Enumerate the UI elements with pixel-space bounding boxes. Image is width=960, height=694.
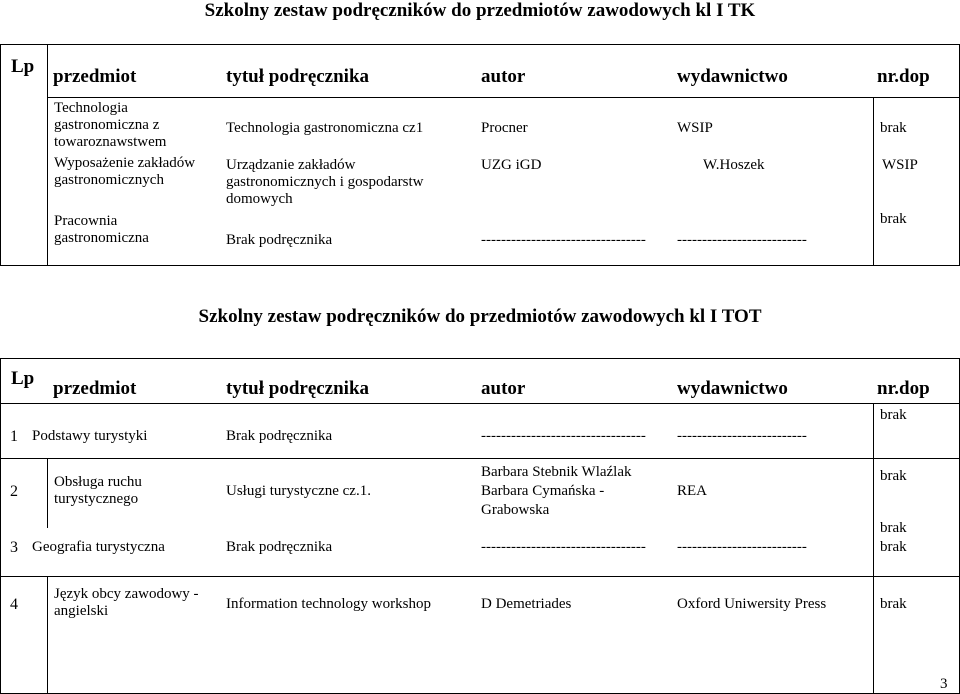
section2-row3-divider — [0, 576, 960, 577]
section1-title: Szkolny zestaw podręczników do przedmiotów zawodowych kl I TK — [204, 0, 756, 21]
section2-header-nr: nr.dop — [877, 378, 930, 399]
section2-header-tytul: tytuł podręcznika — [226, 378, 370, 399]
section1-row1-wydawnictwo: WSIP — [677, 120, 713, 136]
page-number: 3 — [940, 676, 948, 692]
section1-row1-nr: brak — [880, 120, 907, 136]
section1-header-autor: autor — [481, 66, 526, 87]
section1-header-przedmiot: przedmiot — [53, 66, 137, 87]
section2-row2-lp: 2 — [10, 483, 18, 500]
section1-row3-autor: --------------------------------- — [481, 232, 646, 248]
section2-row4-wydawnictwo: Oxford Uniwersity Press — [677, 596, 827, 612]
section2-row1-przedmiot: Podstawy turystyki — [32, 428, 148, 444]
section2-row3-lp: 3 — [10, 539, 18, 556]
section2-row4-lp: 4 — [10, 596, 18, 613]
section1-row2-przedmiot: Wyposażenie zakładów gastronomicznych — [54, 155, 196, 188]
section2-nr-divider — [873, 403, 874, 694]
section2-row1-tytul: Brak podręcznika — [226, 428, 333, 444]
section2-header-autor: autor — [481, 378, 526, 399]
section2-header-divider — [0, 403, 960, 404]
section2-header-przedmiot: przedmiot — [53, 378, 137, 399]
section1-row3-nr: brak — [880, 211, 907, 227]
section1-row3-tytul: Brak podręcznika — [226, 232, 333, 248]
section1-lp-divider — [47, 44, 48, 266]
section1-header-lp: Lp — [11, 56, 35, 77]
section2-row2-nr: brak — [880, 468, 907, 484]
section2-row3-wydawnictwo: -------------------------- — [677, 539, 807, 555]
section1-header-tytul: tytuł podręcznika — [226, 66, 370, 87]
section2-row2-autor-line3: Grabowska — [481, 502, 550, 518]
section2-row2-tytul: Usługi turystyczne cz.1. — [226, 483, 371, 499]
section2-row1-lp: 1 — [10, 428, 18, 445]
section2-row3-nr-above: brak — [880, 520, 907, 536]
section2-row2-przedmiot: Obsługa ruchu turystycznego — [54, 474, 142, 507]
section2-row4-lp-divider — [47, 576, 48, 694]
section1-header-nr: nr.dop — [877, 66, 930, 87]
section1-header-wydawnictwo: wydawnictwo — [677, 66, 788, 87]
section2-row3-tytul: Brak podręcznika — [226, 539, 333, 555]
section1-row3-przedmiot: Pracownia gastronomiczna — [54, 213, 149, 246]
section2-title: Szkolny zestaw podręczników do przedmiotów zawodowych kl I TOT — [198, 306, 762, 327]
section1-row1-autor: Procner — [481, 120, 528, 136]
section2-header-wydawnictwo: wydawnictwo — [677, 378, 788, 399]
section2-row2-wydawnictwo: REA — [677, 483, 707, 499]
section1-row2-wydawnictwo: W.Hoszek — [703, 157, 765, 173]
section2-row1-autor: --------------------------------- — [481, 428, 646, 444]
section1-row3-wydawnictwo: -------------------------- — [677, 232, 807, 248]
section2-row1-wydawnictwo: -------------------------- — [677, 428, 807, 444]
section2-row3-przedmiot: Geografia turystyczna — [32, 539, 165, 555]
section2-row4-tytul: Information technology workshop — [226, 596, 431, 612]
section2-row4-przedmiot: Język obcy zawodowy - angielski — [54, 586, 199, 619]
section2-row2-autor-line1: Barbara Stebnik Wlaźlak — [481, 464, 632, 480]
section1-row2-tytul: Urządzanie zakładów gastronomicznych i gospodarstw domowych — [226, 157, 424, 207]
section1-row1-przedmiot: Technologia gastronomiczna z towaroznawstwem — [54, 100, 167, 150]
section2-row3-autor: --------------------------------- — [481, 539, 646, 555]
section2-row1-nr: brak — [880, 407, 907, 423]
section2-row3-nr: brak — [880, 539, 907, 555]
section2-row1-divider — [0, 458, 960, 459]
section1-row2-nr: WSIP — [882, 157, 918, 173]
section1-nr-divider — [873, 97, 874, 266]
section1-header-divider — [47, 97, 960, 98]
section2-header-lp: Lp — [11, 368, 35, 389]
section2-table — [0, 358, 960, 694]
section2-row4-nr: brak — [880, 596, 907, 612]
section1-row1-tytul: Technologia gastronomiczna cz1 — [226, 120, 424, 136]
section2-row4-autor: D Demetriades — [481, 596, 572, 612]
section1-row2-autor: UZG iGD — [481, 157, 542, 173]
section2-row2-autor-line2: Barbara Cymańska - — [481, 483, 605, 499]
section2-row2-lp-divider — [47, 458, 48, 528]
